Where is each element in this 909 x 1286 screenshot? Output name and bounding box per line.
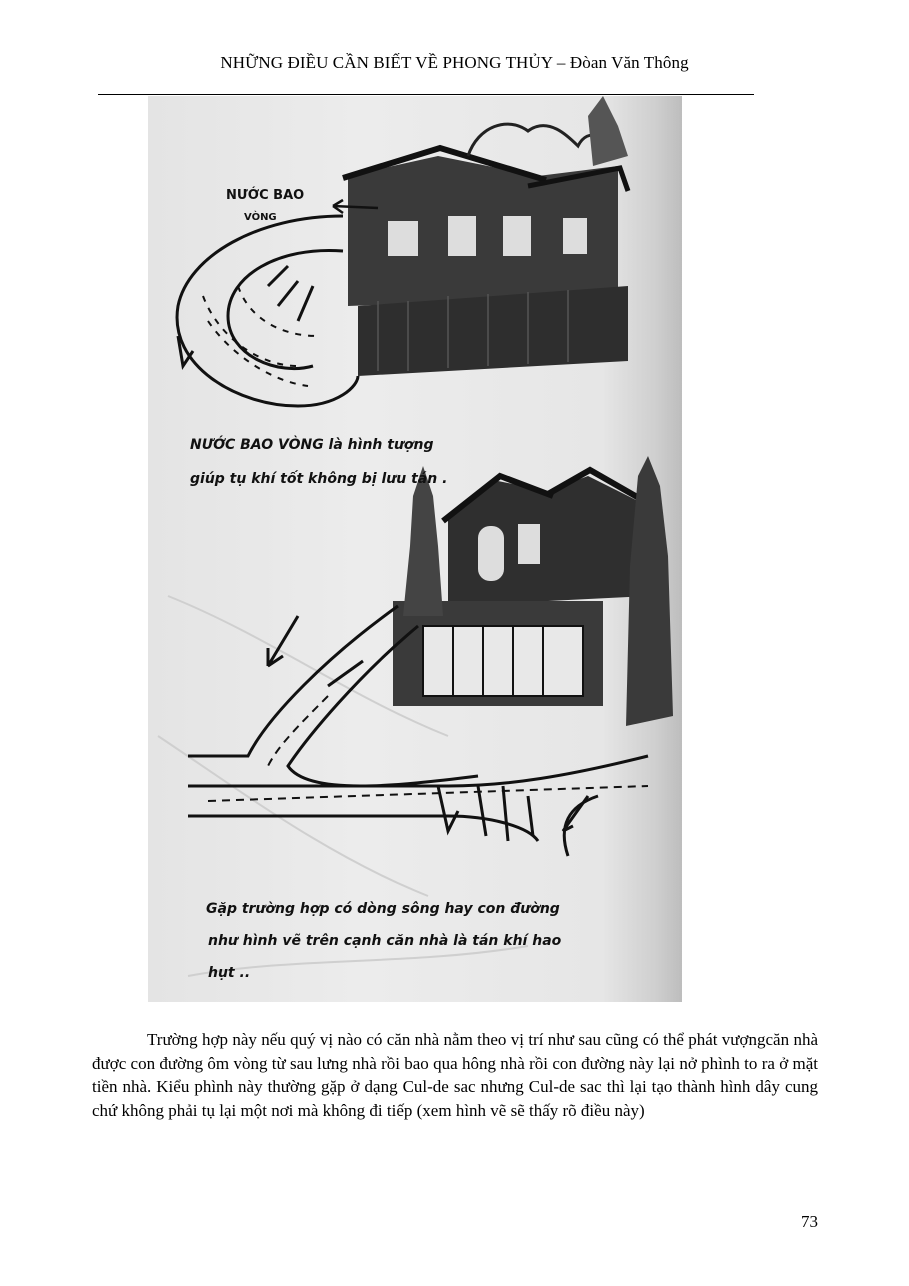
- figure-caption-1-line1: NƯỚC BAO VÒNG là hình tượng: [190, 437, 434, 453]
- body-paragraph: Trường hợp này nếu quý vị nào có căn nhà nằm theo vị trí như sau cũng có thể phát vượngcăn nhà được con đường ôm vòng từ sau lưng nhà rồi bao qua hông nhà rồi con đường này lại nở phình to ra ở mặt tiền nhà. Kiểu phình này thường gặp ở dạng Cul-de sac nhưng Cul-de sac thì lại tạo thành hình dây cung chứ không phải tụ lại một nơi mà không đi tiếp (xem hình vẽ sẽ thấy rõ điều này): [92, 1030, 818, 1120]
- house-top-drawing: [343, 96, 628, 376]
- header-rule: [98, 94, 754, 95]
- page-number: 73: [801, 1212, 818, 1231]
- house-bottom-drawing: [393, 456, 673, 726]
- page-header: NHỮNG ĐIỀU CẦN BIẾT VỀ PHONG THỦY – Đòan Văn Thông: [220, 53, 689, 72]
- river-loop-top: [177, 200, 378, 406]
- illustration: [148, 96, 682, 1002]
- figure-label-loop: VÒNG: [244, 212, 277, 223]
- figure-caption-1-line2: giúp tụ khí tốt không bị lưu tán .: [190, 471, 448, 487]
- figure-caption-2-line3: hụt ..: [208, 965, 251, 981]
- figure-caption-2-line1: Gặp trường hợp có dòng sông hay con đường: [206, 901, 560, 917]
- figure-caption-2-line2: như hình vẽ trên cạnh căn nhà là tán khí hao: [208, 933, 562, 949]
- illustration-drawing: [148, 96, 682, 1002]
- body-text: [92, 1028, 818, 1122]
- figure-label-water: NƯỚC BAO: [226, 188, 305, 203]
